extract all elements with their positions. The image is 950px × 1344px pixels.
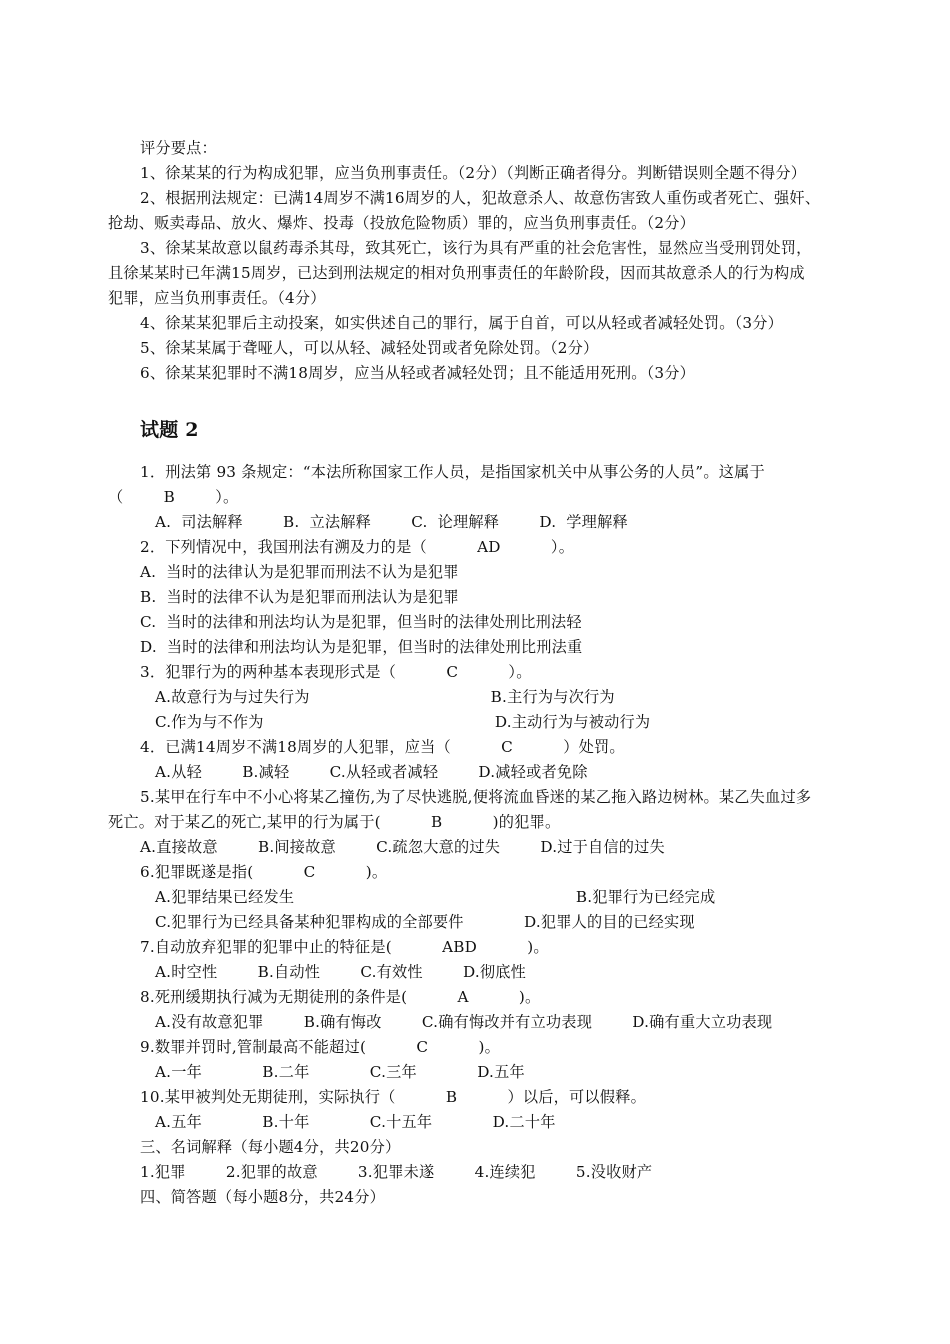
question-6-options-ab: A.犯罪结果已经发生 B.犯罪行为已经完成: [155, 888, 716, 906]
scoring-point-3-line-1: 3、徐某某故意以鼠药毒杀其母，致其死亡，该行为具有严重的社会危害性，显然应当受刑罚处罚，: [140, 239, 812, 257]
question-8: 8.死刑缓期执行减为无期徒刑的条件是( A )。: [140, 988, 541, 1006]
scoring-point-6: 6、徐某某犯罪时不满18周岁，应当从轻或者减轻处罚；且不能适用死刑。（3分）: [140, 364, 696, 382]
question-2-option-b: B. 当时的法律不认为是犯罪而刑法认为是犯罪: [140, 588, 459, 606]
question-2-option-a: A. 当时的法律认为是犯罪而刑法不认为是犯罪: [140, 563, 459, 581]
scoring-point-5: 5、徐某某属于聋哑人，可以从轻、减轻处罚或者免除处罚。（2分）: [140, 339, 599, 357]
question-5-line-2: 死亡。对于某乙的死亡,某甲的行为属于( B )的犯罪。: [108, 813, 561, 831]
question-6: 6.犯罪既遂是指( C )。: [140, 863, 388, 881]
section-heading: 试题 2: [140, 419, 199, 441]
scoring-point-1: 1、徐某某的行为构成犯罪，应当负刑事责任。（2分）（判断正确者得分。判断错误则全题不得分）: [140, 164, 807, 182]
question-6-options-cd: C.犯罪行为已经具备某种犯罪构成的全部要件 D.犯罪人的目的已经实现: [155, 913, 695, 931]
question-4: 4．已满14周岁不满18周岁的人犯罪，应当（ C ）处罚。: [140, 738, 625, 756]
question-5-line-1: 5.某甲在行车中不小心将某乙撞伤,为了尽快逃脱,便将流血昏迷的某乙拖入路边树林。某乙失血过多: [140, 788, 812, 806]
scoring-point-3-line-2: 且徐某某时已年满15周岁，已达到刑法规定的相对负刑事责任的年龄阶段，因而其故意杀人的行为构成: [108, 264, 805, 282]
scoring-point-2-line-2: 抢劫、贩卖毒品、放火、爆炸、投毒（投放危险物质）罪的，应当负刑事责任。（2分）: [108, 214, 695, 232]
scoring-point-3-line-3: 犯罪，应当负刑事责任。（4分）: [108, 289, 326, 307]
question-1-options: A. 司法解释 B. 立法解释 C. 论理解释 D. 学理解释: [155, 513, 628, 531]
question-7: 7.自动放弃犯罪的犯罪中止的特征是( ABD )。: [140, 938, 549, 956]
scoring-point-2-line-1: 2、根据刑法规定：已满14周岁不满16周岁的人，犯故意杀人、故意伤害致人重伤或者死亡、强奸、: [140, 189, 821, 207]
scoring-title: 评分要点：: [140, 139, 217, 157]
question-7-options: A.时空性 B.自动性 C.有效性 D.彻底性: [155, 963, 527, 981]
question-9-options: A.一年 B.二年 C.三年 D.五年: [155, 1063, 525, 1081]
question-2: 2．下列情况中，我国刑法有溯及力的是（ AD ）。: [140, 538, 575, 556]
question-3-options-cd: C.作为与不作为 D.主动行为与被动行为: [155, 713, 651, 731]
section-4-title: 四、简答题（每小题8分，共24分）: [140, 1188, 386, 1206]
question-2-option-c: C. 当时的法律和刑法均认为是犯罪，但当时的法律处刑比刑法轻: [140, 613, 582, 631]
question-3-options-ab: A.故意行为与过失行为 B.主行为与次行为: [155, 688, 615, 706]
scoring-point-4: 4、徐某某犯罪后主动投案，如实供述自己的罪行，属于自首，可以从轻或者减轻处罚。（3分）: [140, 314, 784, 332]
question-4-options: A.从轻 B.减轻 C.从轻或者减轻 D.减轻或者免除: [155, 763, 588, 781]
question-9: 9.数罪并罚时,管制最高不能超过( C )。: [140, 1038, 500, 1056]
section-3-title: 三、名词解释（每小题4分，共20分）: [140, 1138, 401, 1156]
question-1-line-1: 1．刑法第 93 条规定：“本法所称国家工作人员，是指国家机关中从事公务的人员”。这属于: [140, 463, 765, 481]
section-3-terms: 1.犯罪 2.犯罪的故意 3.犯罪未遂 4.连续犯 5.没收财产: [140, 1163, 653, 1181]
question-3: 3．犯罪行为的两种基本表现形式是（ C ）。: [140, 663, 532, 681]
question-10-options: A.五年 B.十年 C.十五年 D.二十年: [155, 1113, 556, 1131]
question-5-options: A.直接故意 B.间接故意 C.疏忽大意的过失 D.过于自信的过失: [140, 838, 665, 856]
question-2-option-d: D. 当时的法律和刑法均认为是犯罪，但当时的法律处刑比刑法重: [140, 638, 583, 656]
question-8-options: A.没有故意犯罪 B.确有悔改 C.确有悔改并有立功表现 D.确有重大立功表现: [155, 1013, 773, 1031]
question-10: 10.某甲被判处无期徒刑，实际执行（ B ）以后，可以假释。: [140, 1088, 646, 1106]
question-1-line-2: （ B ）。: [108, 488, 239, 506]
